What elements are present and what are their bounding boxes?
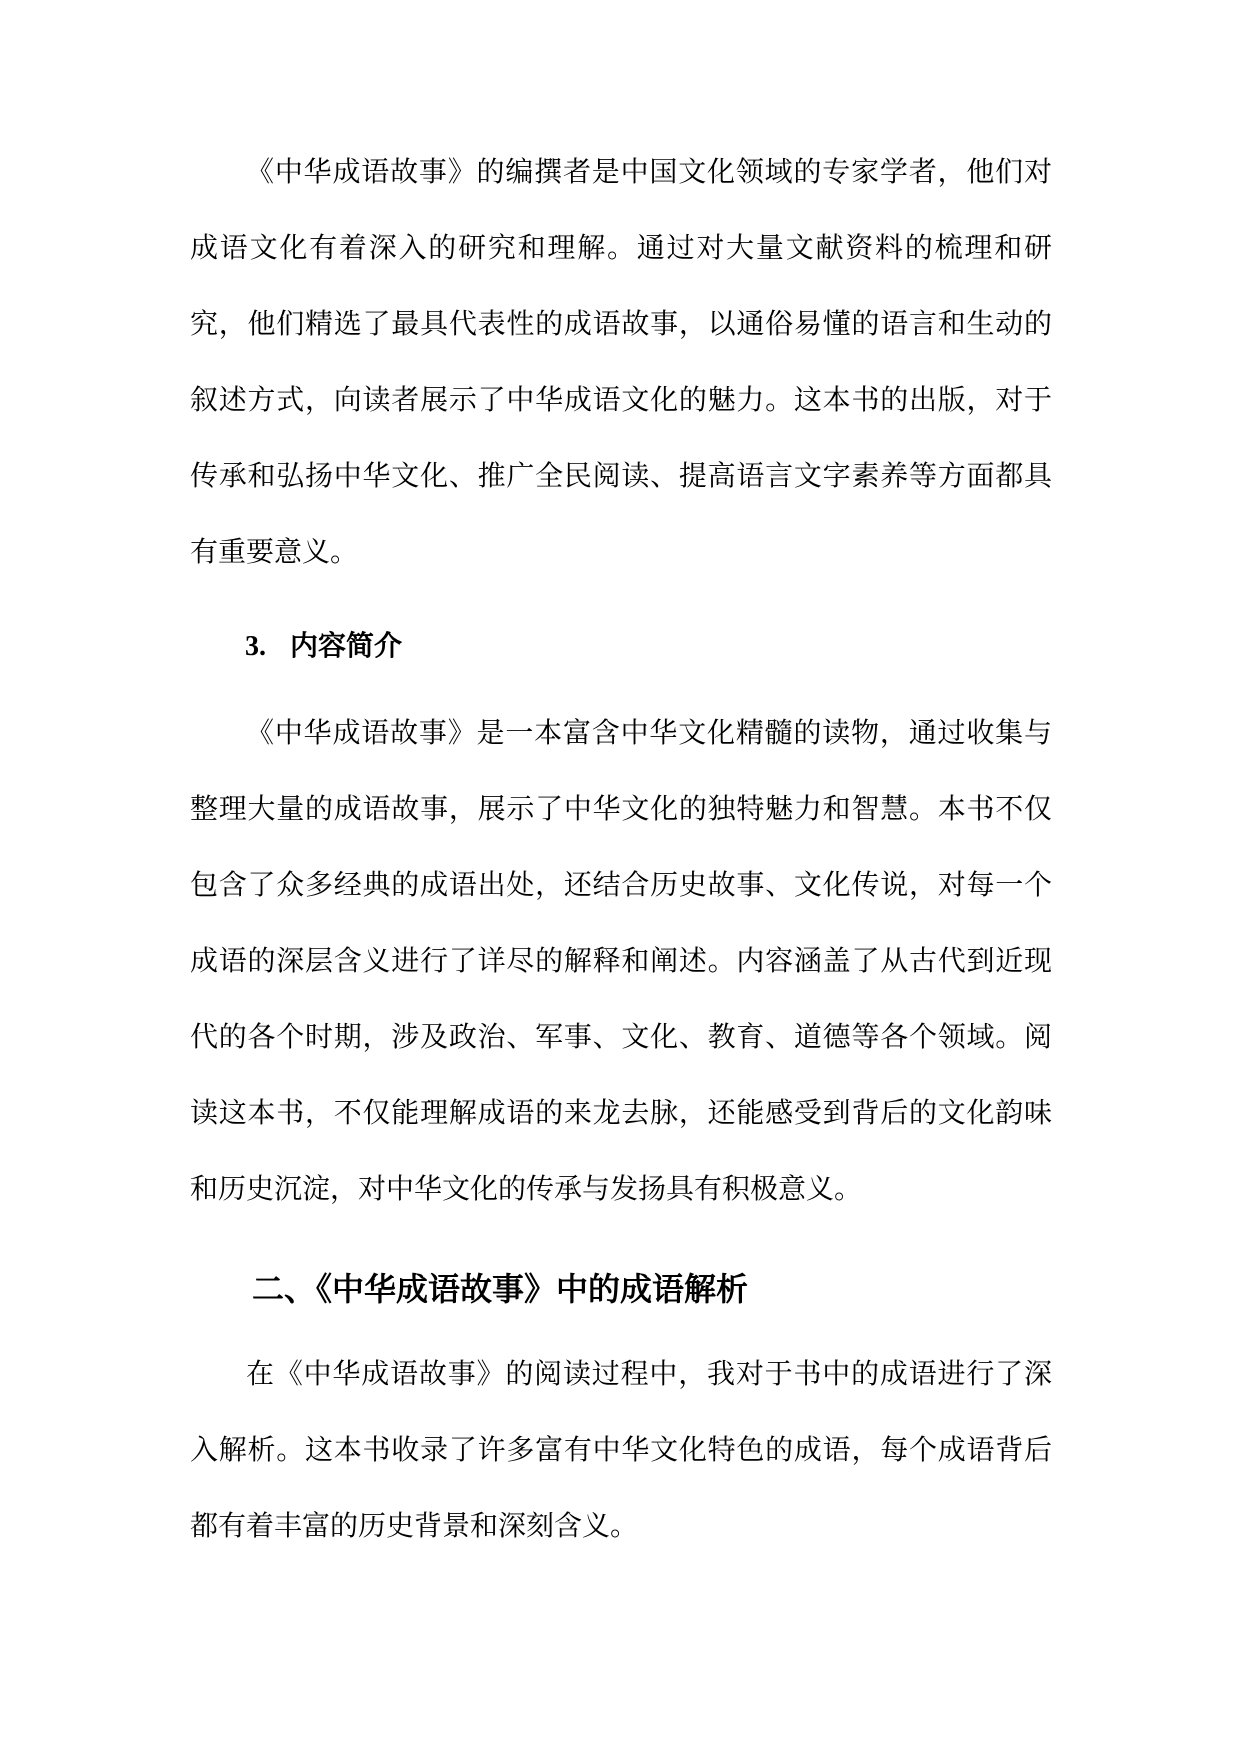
- section-heading: [245, 626, 402, 667]
- section-title: 内容简介: [290, 629, 403, 662]
- section-number: 3.: [245, 631, 266, 662]
- body-paragraph: 在《中华成语故事》的阅读过程中，我对于书中的成语进行了深入解析。这本书收录了许多富有中华文化特色的成语，每个成语背后都有着丰富的历史背景和深刻含义。: [190, 1357, 1052, 1542]
- body-paragraph: 《中华成语故事》是一本富含中华文化精髓的读物，通过收集与整理大量的成语故事，展示了中华文化的独特魅力和智慧。本书不仅包含了众多经典的成语出处，还结合历史故事、文化传说，对每一个成语的深层含义进行了详尽的解释和阐述。内容涵盖了从古代到近现代的各个时期，涉及政治、军事、文化、教育、道德等各个领域。阅读这本书，不仅能理解成语的来龙去脉，还能感受到背后的文化韵味和历史沉淀，对中华文化的传承与发扬具有积极意义。: [190, 716, 1052, 1205]
- chapter-heading: 二、《中华成语故事》中的成语解析: [252, 1270, 749, 1308]
- body-paragraph: 《中华成语故事》的编撰者是中国文化领域的专家学者，他们对成语文化有着深入的研究和理解。通过对大量文献资料的梳理和研究，他们精选了最具代表性的成语故事，以通俗易懂的语言和生动的叙述方式，向读者展示了中华成语文化的魅力。这本书的出版，对于传承和弘扬中华文化、推广全民阅读、提高语言文字素养等方面都具有重要意义。: [190, 155, 1052, 568]
